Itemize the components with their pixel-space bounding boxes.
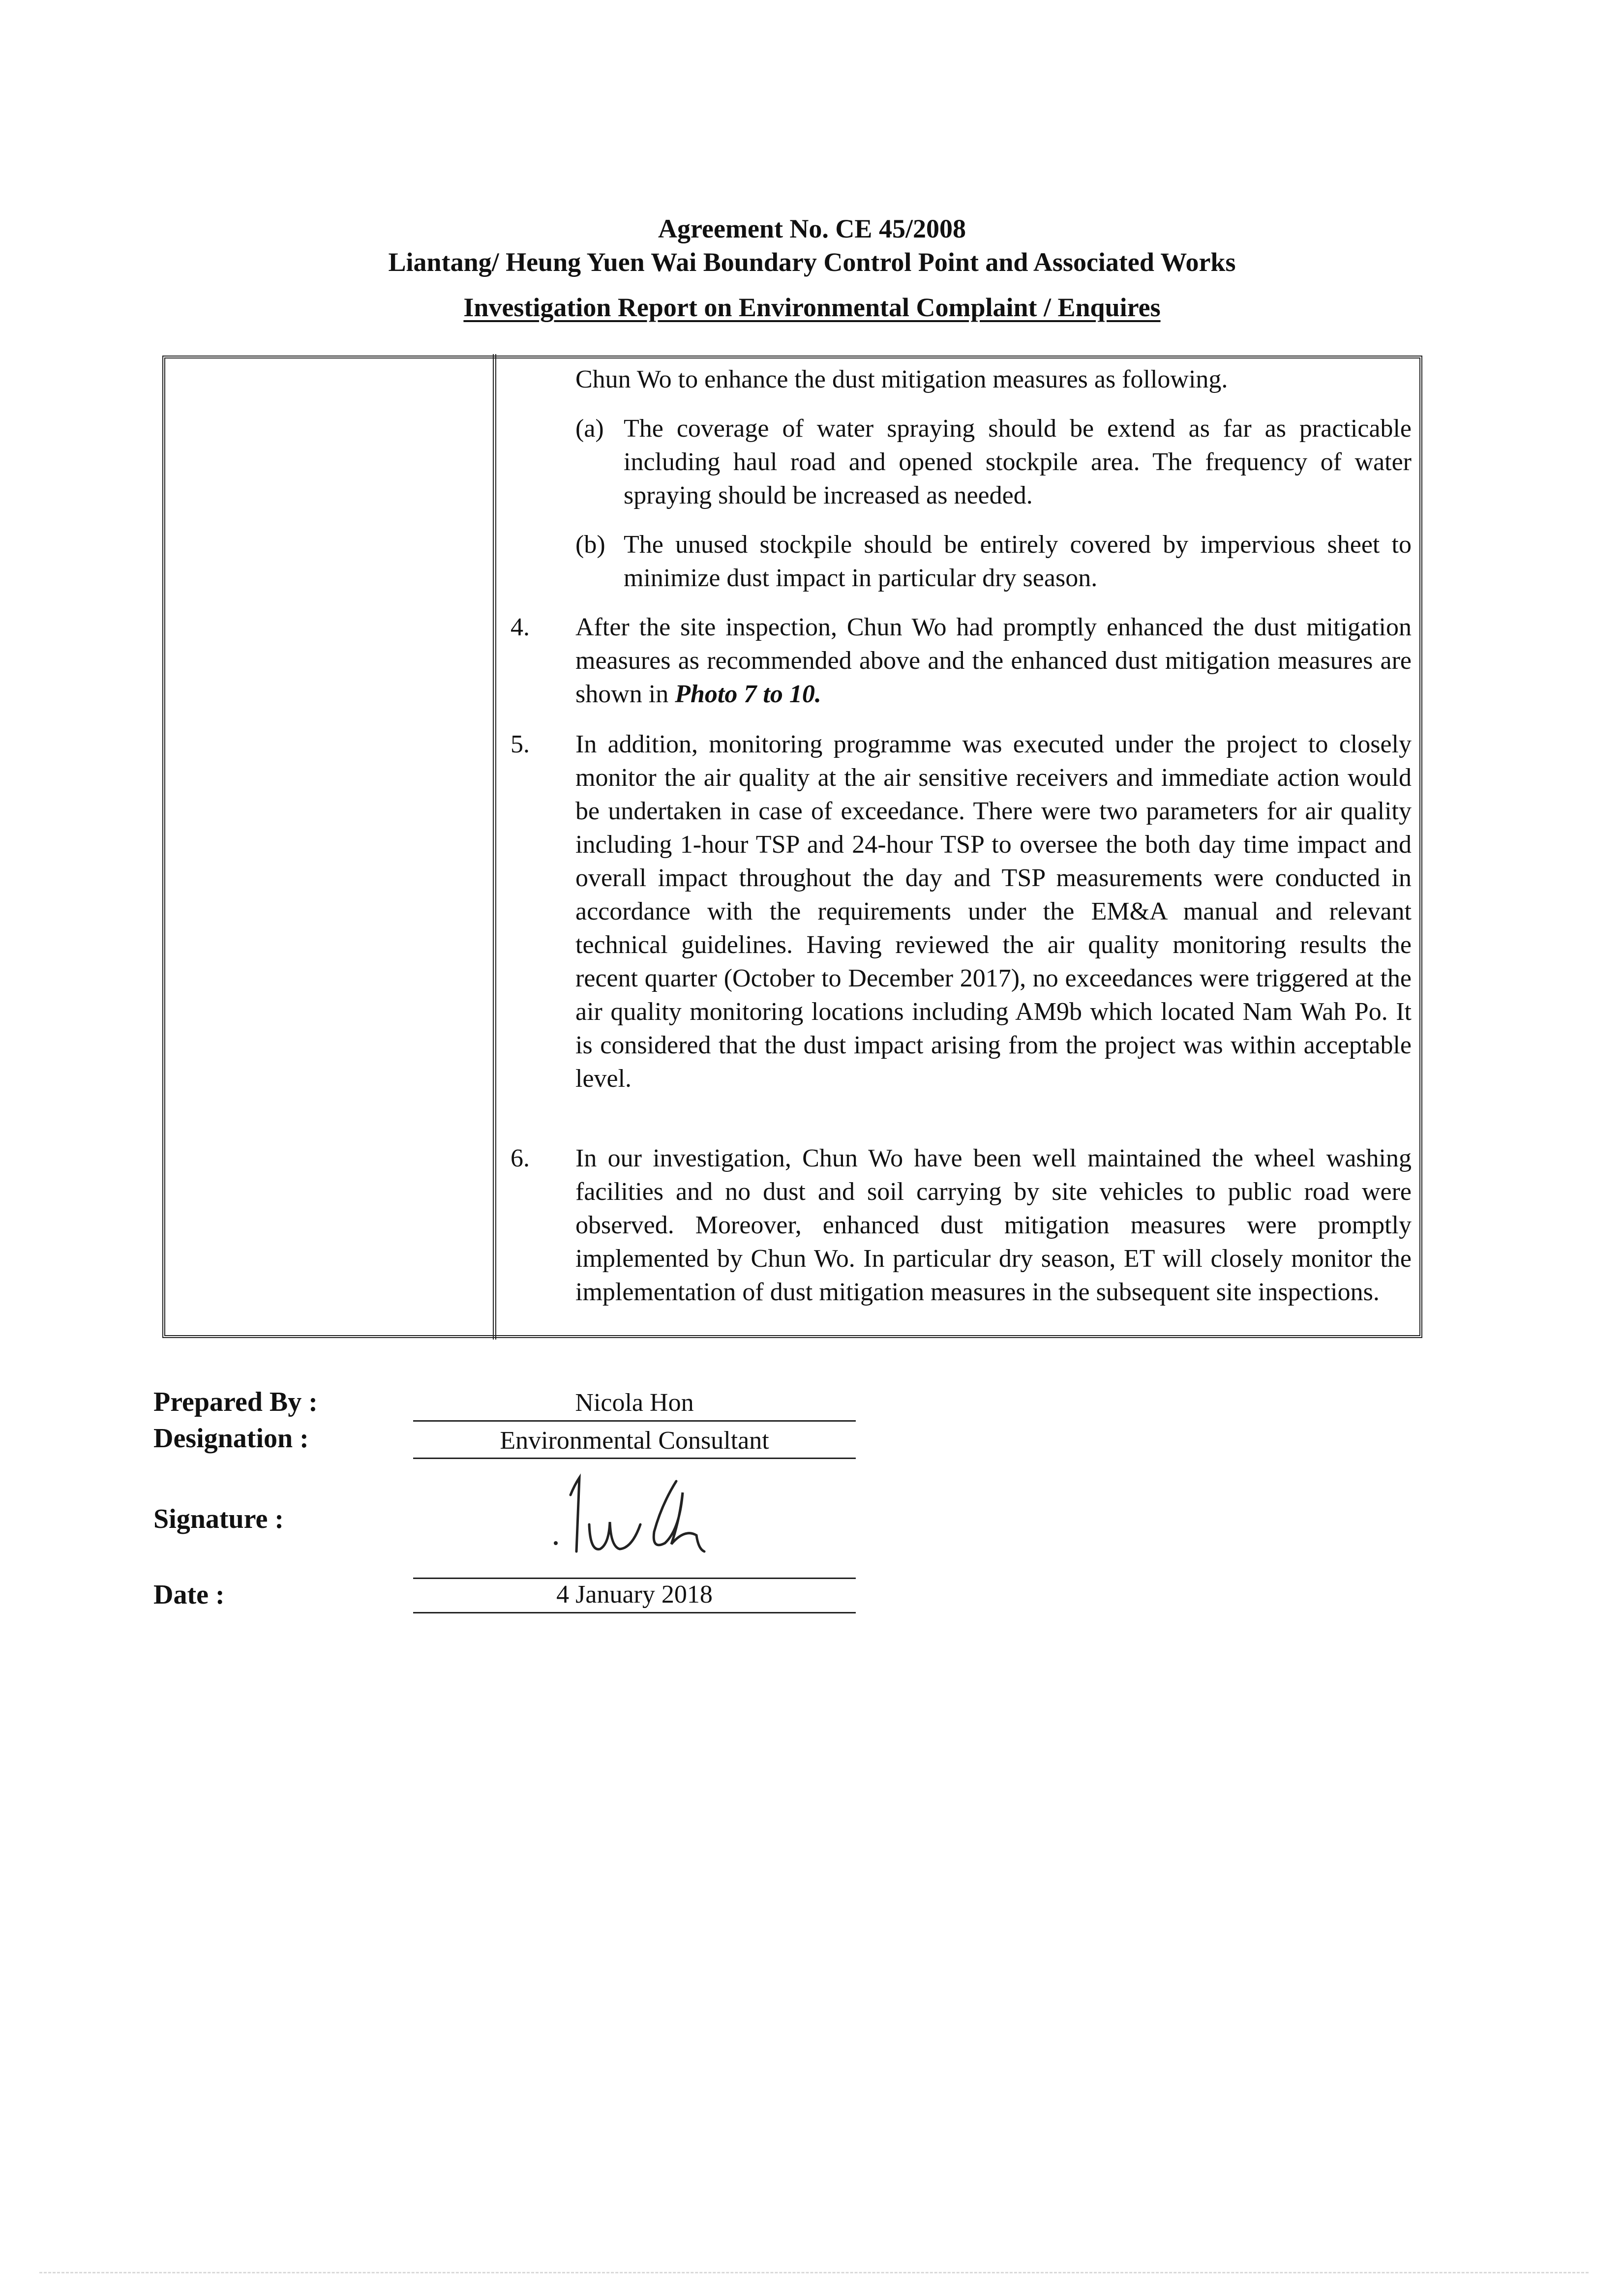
agreement-number: Agreement No. CE 45/2008 (658, 214, 966, 243)
item-6-text: In our investigation, Chun Wo have been well maintained the wheel washing facilities and no dust and soil carrying by site vehicles to public road were observed. Moreover, enhanced dust mitigation measures were promptly implemented by Chun Wo. In particular dry season, ET will closely monitor the implementation of dust mitigation measures in the subsequent site inspections. (575, 1144, 1412, 1306)
prepared-by-value: Nicola Hon (575, 1389, 694, 1417)
project-title: Liantang/ Heung Yuen Wai Boundary Control Point and Associated Works (388, 247, 1236, 277)
scan-artifact-line (39, 2272, 1589, 2273)
handwritten-signature (551, 1470, 738, 1579)
prepared-by-line (413, 1420, 856, 1422)
item-4-number: 4. (511, 613, 530, 641)
designation-value: Environmental Consultant (500, 1427, 769, 1455)
designation-line (413, 1458, 856, 1459)
date-value: 4 January 2018 (556, 1580, 713, 1609)
sub-item-b-text: The unused stockpile should be entirely covered by impervious sheet to minimize dust impact in particular dry season. (624, 531, 1412, 592)
report-title: Investigation Report on Environmental Complaint / Enquires (463, 293, 1161, 322)
item-5-number: 5. (511, 730, 530, 758)
table-column-divider (493, 354, 496, 1340)
item-6-number: 6. (511, 1144, 530, 1172)
intro-text: Chun Wo to enhance the dust mitigation measures as following. (575, 365, 1228, 393)
sub-item-a-text: The coverage of water spraying should be extend as far as practicable including haul road and opened stockpile area. The frequency of water spraying should be increased as needed. (624, 415, 1412, 509)
item-4-body: After the site inspection, Chun Wo had promptly enhanced the dust mitigation measures as recommended above and the enhanced dust mitigation measures are shown in (575, 613, 1412, 708)
sub-item-b-label: (b) (575, 531, 605, 559)
date-line (413, 1612, 856, 1613)
date-label: Date : (153, 1580, 225, 1610)
item-5-text: In addition, monitoring programme was executed under the project to closely monitor the air quality at the air sensitive receivers and immediate action would be undertaken in case of exceedance. There were two parameters for air quality including 1-hour TSP and 24-hour TSP to oversee the both day time impact and overall impact throughout the day and TSP measurements were conducted in accordance with the requirements under the EM&A manual and relevant technical guidelines. Having reviewed the air quality monitoring results the recent quarter (October to December 2017), no exceedances were triggered at the air quality monitoring locations including AM9b which located Nam Wah Po. It is considered that the dust impact arising from the project was within acceptable level. (575, 730, 1412, 1093)
item-4-text (575, 611, 1412, 711)
prepared-by-label: Prepared By : (153, 1387, 318, 1417)
signature-label: Signature : (153, 1504, 284, 1534)
photo-reference: Photo 7 to 10. (675, 680, 821, 708)
designation-label: Designation : (153, 1423, 309, 1454)
sub-item-a-label: (a) (575, 415, 604, 443)
